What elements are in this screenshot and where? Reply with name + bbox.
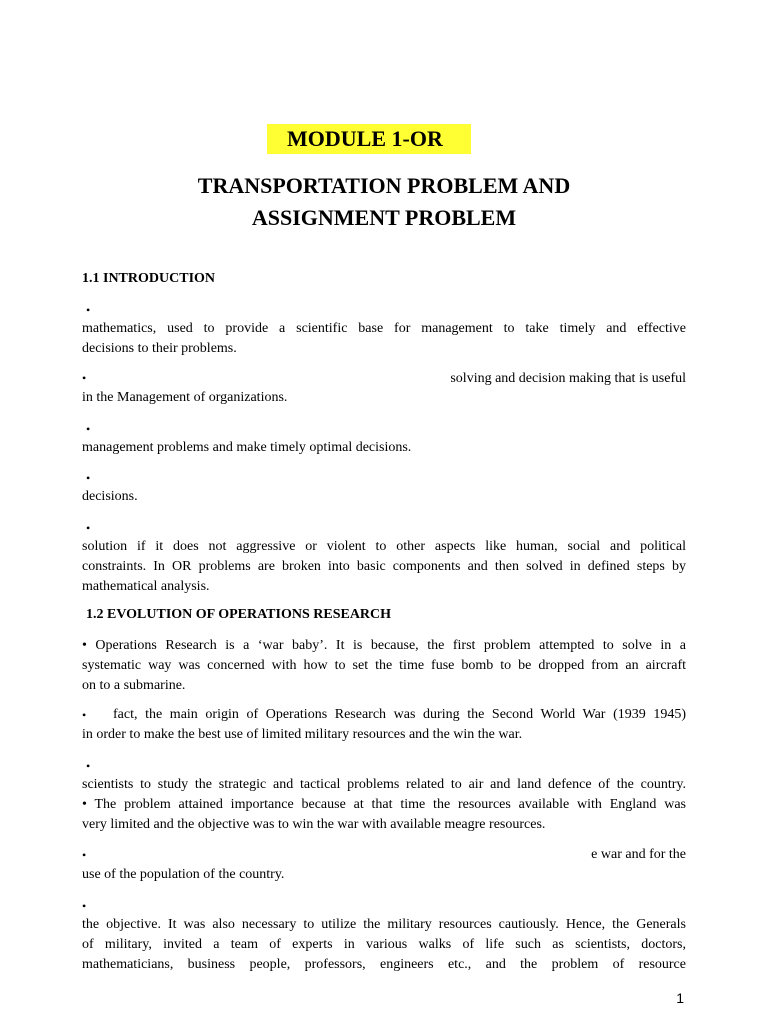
intro-paragraph-4-line-1: decisions. <box>82 489 138 504</box>
bullet-icon: • <box>82 708 87 722</box>
intro-paragraph-3-line-1: management problems and make timely optimal decisions. <box>82 440 412 455</box>
bullet-icon: • <box>82 371 87 385</box>
page-number: 1 <box>676 990 684 1006</box>
evolution-paragraph-1-line-1: • Operations Research is a ‘war baby’. It is because, the first problem attempted to solve in a <box>82 638 686 653</box>
evolution-paragraph-5-line-3: mathematicians, business people, professors, engineers etc., and the problem of resource <box>82 957 686 972</box>
section-heading-introduction: 1.1 INTRODUCTION <box>82 271 216 286</box>
evolution-paragraph-4-line-1: e war and for the <box>591 847 686 862</box>
bullet-icon: • <box>82 899 87 913</box>
bullet-icon: • <box>86 759 91 773</box>
evolution-paragraph-1-line-3: on to a submarine. <box>82 678 186 693</box>
evolution-paragraph-3-line-3: very limited and the objective was to win the war with available meagre resources. <box>82 817 546 832</box>
evolution-paragraph-4-line-2: use of the population of the country. <box>82 867 285 882</box>
module-title: MODULE 1-OR <box>267 124 471 154</box>
intro-paragraph-5-line-2: constraints. In OR problems are broken into basic components and then solved in defined steps by <box>82 559 686 574</box>
section-heading-evolution: 1.2 EVOLUTION OF OPERATIONS RESEARCH <box>86 607 392 622</box>
evolution-paragraph-2-line-2: in order to make the best use of limited military resources and the win the war. <box>82 727 523 742</box>
bullet-icon: • <box>86 303 91 317</box>
page-title-line-1: TRANSPORTATION PROBLEM AND <box>197 173 571 198</box>
bullet-icon: • <box>86 521 91 535</box>
intro-paragraph-1-line-2: decisions to their problems. <box>82 341 237 356</box>
intro-paragraph-5-line-3: mathematical analysis. <box>82 579 210 594</box>
evolution-paragraph-3-line-1: scientists to study the strategic and tactical problems related to air and land defence of the country. <box>82 777 686 792</box>
intro-paragraph-2-line-2: in the Management of organizations. <box>82 390 288 405</box>
intro-paragraph-5-line-1: solution if it does not aggressive or violent to other aspects like human, social and political <box>82 539 686 554</box>
page-title <box>84 170 684 234</box>
bullet-icon: • <box>86 471 91 485</box>
bullet-icon: • <box>82 848 87 862</box>
bullet-icon: • <box>86 422 91 436</box>
evolution-paragraph-5-line-1: the objective. It was also necessary to utilize the military resources cautiously. Hence, the Generals <box>82 917 686 932</box>
intro-paragraph-1-line-1: mathematics, used to provide a scientific base for management to take timely and effective <box>82 321 686 336</box>
intro-paragraph-2-line-1: solving and decision making that is useful <box>450 371 686 386</box>
evolution-paragraph-1-line-2: systematic way was concerned with how to set the time fuse bomb to be dropped from an aircraft <box>82 658 686 673</box>
evolution-paragraph-5-line-2: of military, invited a team of experts in various walks of life such as scientists, doctors, <box>82 937 686 952</box>
page-title-line-2: ASSIGNMENT PROBLEM <box>251 205 517 230</box>
evolution-paragraph-2-line-1: fact, the main origin of Operations Research was during the Second World War (1939 1945) <box>113 707 686 722</box>
evolution-paragraph-3-line-2: • The problem attained importance because at that time the resources available with England was <box>82 797 686 812</box>
